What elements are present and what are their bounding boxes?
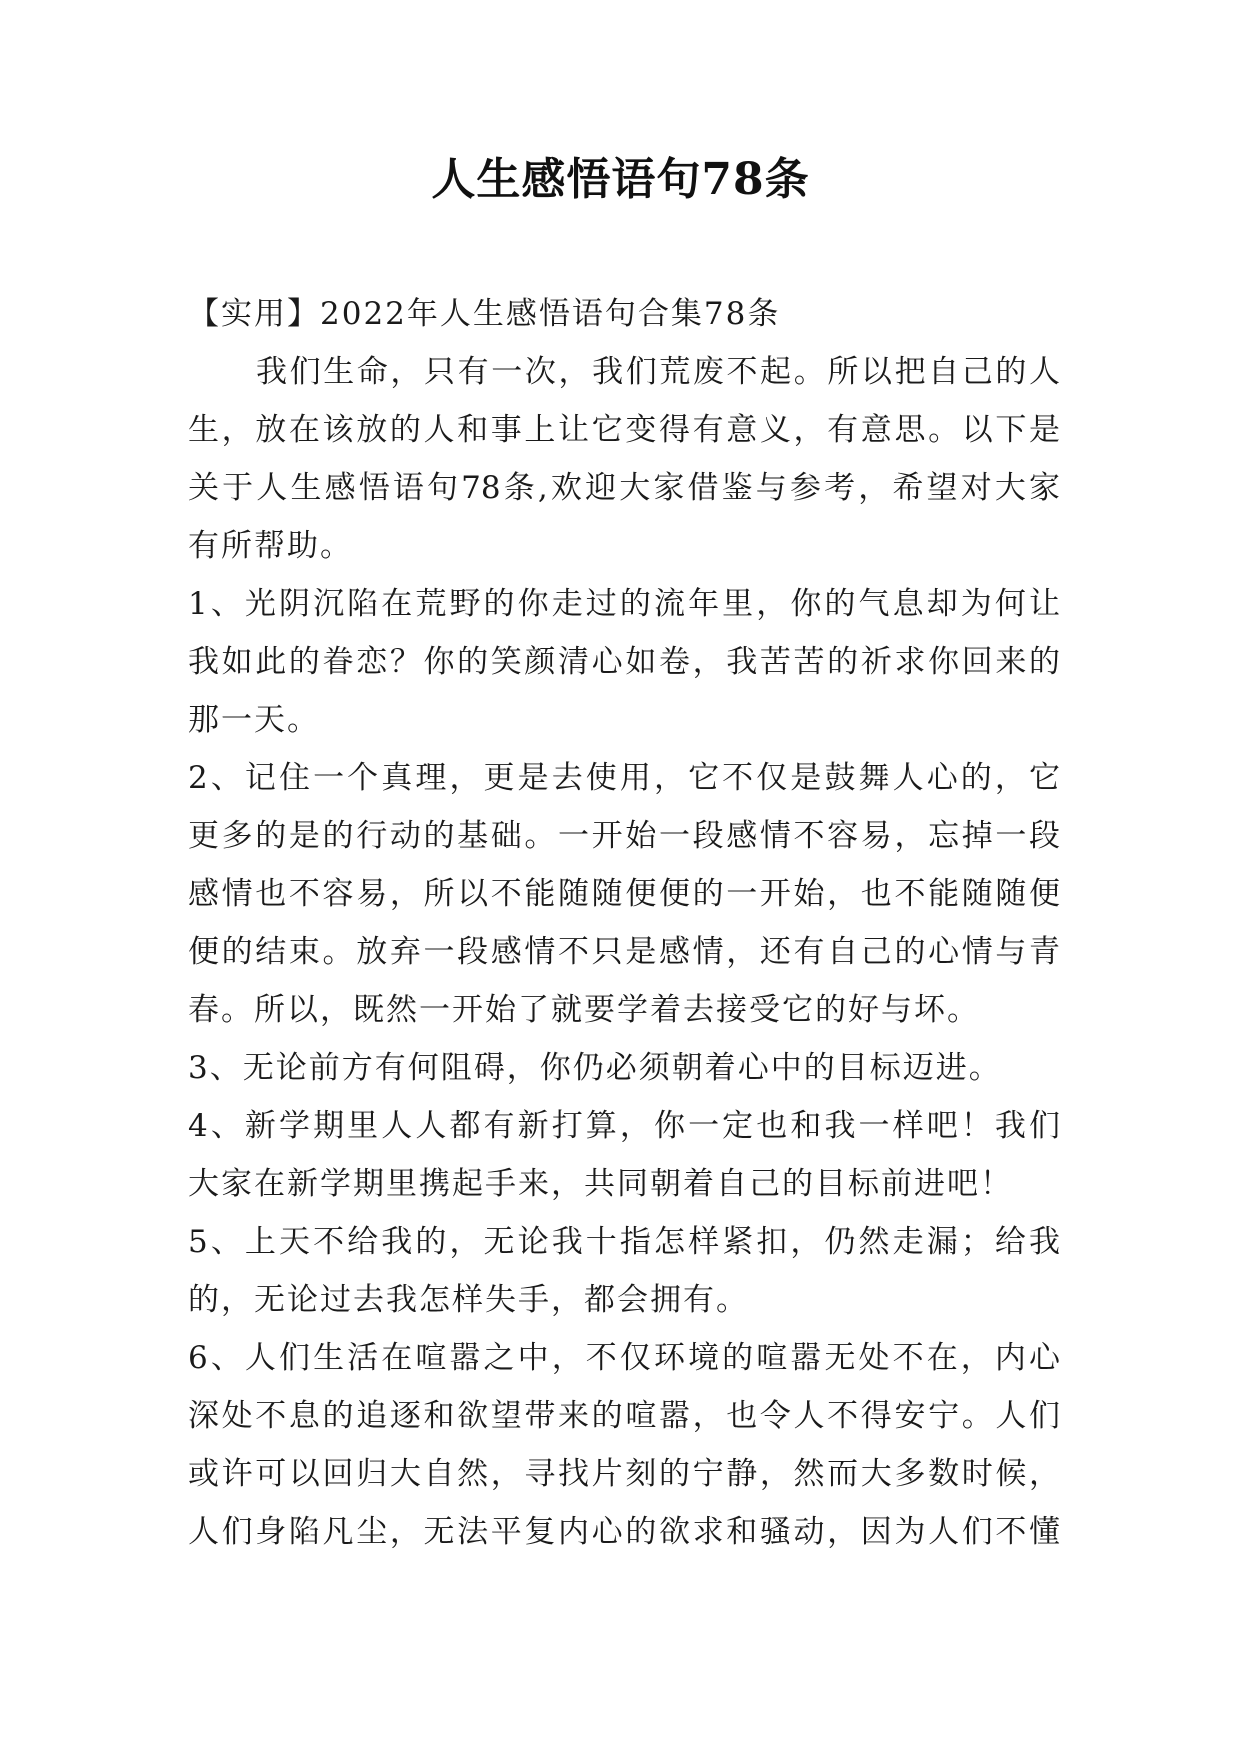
document-body: [188, 285, 1060, 1561]
intro-line-2: 生，放在该放的人和事上让它变得有意义，有意思。以下是: [188, 412, 1060, 448]
intro-line-3: 关于人生感悟语句78条,欢迎大家借鉴与参考，希望对大家: [188, 470, 1060, 506]
item-5-line-1: 5、上天不给我的，无论我十指怎样紧扣，仍然走漏；给我: [188, 1224, 1060, 1260]
item-1-line-1: 1、光阴沉陷在荒野的你走过的流年里，你的气息却为何让: [188, 586, 1060, 622]
intro-line-4: 有所帮助。: [188, 528, 353, 564]
item-5-line-2: 的，无论过去我怎样失手，都会拥有。: [188, 1282, 749, 1318]
item-3-line-1: 3、无论前方有何阻碍，你仍必须朝着心中的目标迈进。: [188, 1050, 1002, 1086]
item-4-line-1: 4、新学期里人人都有新打算，你一定也和我一样吧！我们: [188, 1108, 1060, 1144]
item-4-line-2: 大家在新学期里携起手来，共同朝着自己的目标前进吧！: [188, 1166, 1013, 1202]
item-2-line-5: 春。所以，既然一开始了就要学着去接受它的好与坏。: [188, 992, 980, 1028]
item-2-line-3: 感情也不容易，所以不能随随便便的一开始，也不能随随便: [188, 876, 1060, 912]
document-title: 人生感悟语句78条: [431, 154, 810, 205]
item-1-line-2: 我如此的眷恋？你的笑颜清心如卷，我苦苦的祈求你回来的: [188, 644, 1060, 680]
item-6-line-4: 人们身陷凡尘，无法平复内心的欲求和骚动，因为人们不懂: [188, 1514, 1060, 1550]
item-2-line-1: 2、记住一个真理，更是去使用，它不仅是鼓舞人心的，它: [188, 760, 1060, 796]
subtitle-line: 【实用】2022年人生感悟语句合集78条: [188, 296, 781, 332]
item-1-line-3: 那一天。: [188, 702, 320, 738]
item-2-line-4: 便的结束。放弃一段感情不只是感情，还有自己的心情与青: [188, 934, 1060, 970]
item-6-line-3: 或许可以回归大自然，寻找片刻的宁静，然而大多数时候，: [188, 1456, 1060, 1492]
item-2-line-2: 更多的是的行动的基础。一开始一段感情不容易，忘掉一段: [188, 818, 1060, 854]
item-6-line-1: 6、人们生活在喧嚣之中，不仅环境的喧嚣无处不在，内心: [188, 1340, 1060, 1376]
item-6-line-2: 深处不息的追逐和欲望带来的喧嚣，也令人不得安宁。人们: [188, 1398, 1060, 1434]
intro-line-1: 我们生命，只有一次，我们荒废不起。所以把自己的人: [256, 354, 1060, 390]
